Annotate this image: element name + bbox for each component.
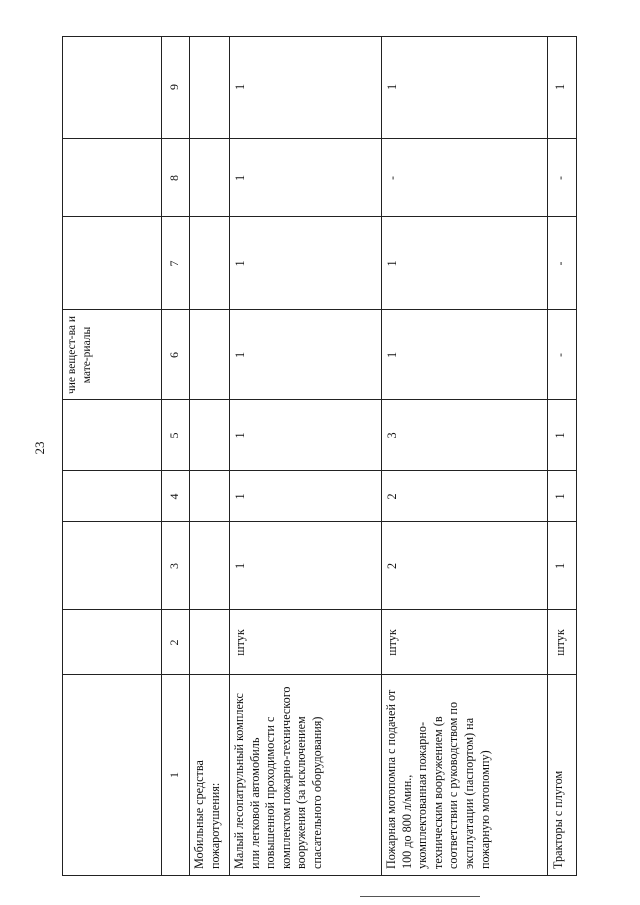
row-value: 1 <box>553 493 567 500</box>
page-number: 23 <box>32 441 47 455</box>
row-value: 2 <box>385 493 399 500</box>
bottom-scan-mark <box>360 896 480 897</box>
row-value: 1 <box>553 432 567 439</box>
row-unit: штук <box>233 629 247 656</box>
row-name-patrol-complex: Малый лесопатрульный комплекс или легковой автомобиль повышенной проходимости с комплектом пожарно-технического вооружения (за исключением спасательного оборудования) <box>232 686 324 869</box>
row-value: - <box>553 261 567 266</box>
row-value: 1 <box>385 351 399 359</box>
row-value: 2 <box>385 562 399 570</box>
row-value: 1 <box>233 351 247 359</box>
col-number-8: 8 <box>167 175 181 181</box>
row-value: 1 <box>233 493 247 500</box>
col-number-3: 3 <box>167 563 181 569</box>
row-value: 1 <box>385 83 399 91</box>
row-value: 1 <box>233 260 247 267</box>
row-value: 1 <box>385 260 399 267</box>
row-value: 1 <box>233 83 247 91</box>
col-number-7: 7 <box>167 260 181 267</box>
col-number-6: 6 <box>167 352 181 358</box>
col-number-5: 5 <box>167 432 181 439</box>
col-number-4: 4 <box>167 493 181 500</box>
row-value: 3 <box>385 432 399 439</box>
row-name-motor-pump: Пожарная мотопомпа с подачей от 100 до 800 л/мин., укомплектованная пожарно-техническим вооружением (в соответствии с руководством по эксплуатации (паспортом) на пожарную мотопомпу) <box>384 689 492 869</box>
row-value: - <box>553 176 567 180</box>
row-unit: штук <box>553 629 567 656</box>
rotated-table-extra <box>62 36 577 876</box>
row-value: 1 <box>233 562 247 570</box>
col-number-9: 9 <box>167 84 181 90</box>
header-partial-text: чие вещест-ва и мате-риалы <box>66 316 93 395</box>
col-number-1: 1 <box>167 772 181 778</box>
row-value: 1 <box>233 174 247 182</box>
row-value: - <box>385 176 399 180</box>
row-name-mobile: Мобильные средства пожаротушения: <box>192 760 222 869</box>
row-unit: штук <box>385 629 399 656</box>
row-value: 1 <box>553 83 567 91</box>
row-value: - <box>553 353 567 357</box>
row-value: 1 <box>233 432 247 439</box>
row-name-tractors: Тракторы с плугом <box>551 770 565 869</box>
col-number-2: 2 <box>167 639 181 646</box>
row-value: 1 <box>553 562 567 570</box>
